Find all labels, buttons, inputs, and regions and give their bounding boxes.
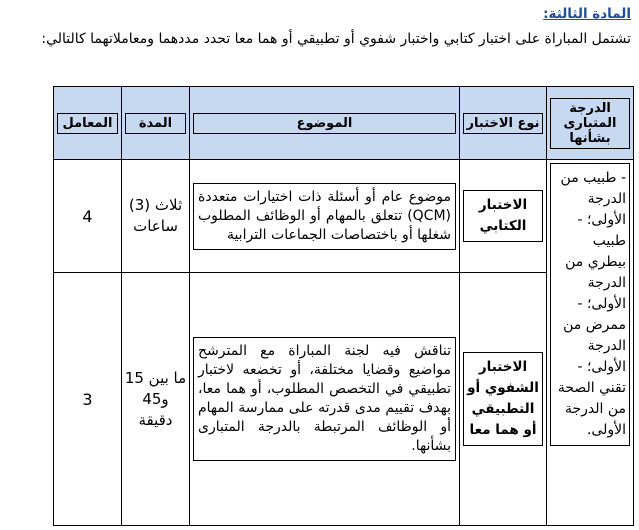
coefficient-cell	[54, 273, 122, 526]
duration-cell	[122, 160, 190, 273]
rank-text: - طبيب من الدرجة الأولى؛ - طبيب بيطري من الدرجة الأولى؛ - ممرض من الدرجة الأولى؛ - تقني الصحة من الدرجة الأولى.	[550, 163, 630, 446]
header-duration	[122, 87, 190, 160]
header-rank	[547, 87, 634, 160]
header-duration-label: المدة	[125, 113, 186, 134]
header-rank-label: الدرجة المتبارى بشأنها	[550, 98, 630, 149]
header-type	[460, 87, 547, 160]
table-row	[54, 160, 634, 273]
coefficient-text: 3	[82, 389, 93, 409]
type-text: الاختبار الشفوي أو التطبيقي أو هما معا	[463, 352, 543, 446]
duration-cell	[122, 273, 190, 526]
header-type-label: نوع الاختبار	[463, 113, 543, 134]
article-heading: المادة الثالثة:	[543, 6, 631, 22]
header-topic	[190, 87, 460, 160]
topic-text: تناقش فيه لجنة المباراة مع المترشح مواضيع وقضايا مختلفة، أو تخضعه لاختبار تطبيقي في التخصص المطلوب، أو هما معا، بهدف تقييم مدى قدرته على ممارسة المهام أو الوظائف المرتبطة بالدرجة المتبارى بشأنها.	[193, 337, 456, 461]
topic-cell	[190, 273, 460, 526]
type-cell	[460, 160, 547, 273]
coefficient-cell	[54, 160, 122, 273]
topic-text: موضوع عام أو أسئلة ذات اختيارات متعددة (QCM) تتعلق بالمهام أو الوظائف المطلوب شغلها أو باختصاصات الجماعات الترابية	[193, 183, 456, 250]
coefficient-text: 4	[82, 206, 93, 226]
header-coefficient-label: المعامل	[57, 113, 118, 134]
duration-text: ما بين 15 و45 دقيقة	[124, 368, 187, 429]
topic-cell	[190, 160, 460, 273]
type-cell	[460, 273, 547, 526]
header-coefficient	[54, 87, 122, 160]
duration-text: ثلاث (3) ساعات	[128, 196, 183, 235]
table-header-row	[54, 87, 634, 160]
rank-cell	[547, 160, 634, 526]
exam-table	[53, 86, 634, 526]
intro-paragraph: تشتمل المباراة على اختبار كتابي واختبار شفوي أو تطبيقي أو هما معا تحدد مددهما ومعاملاتهما كالتالي:	[41, 31, 631, 47]
type-text: الاختبار الكتابي	[463, 190, 543, 242]
header-topic-label: الموضوع	[193, 113, 456, 134]
